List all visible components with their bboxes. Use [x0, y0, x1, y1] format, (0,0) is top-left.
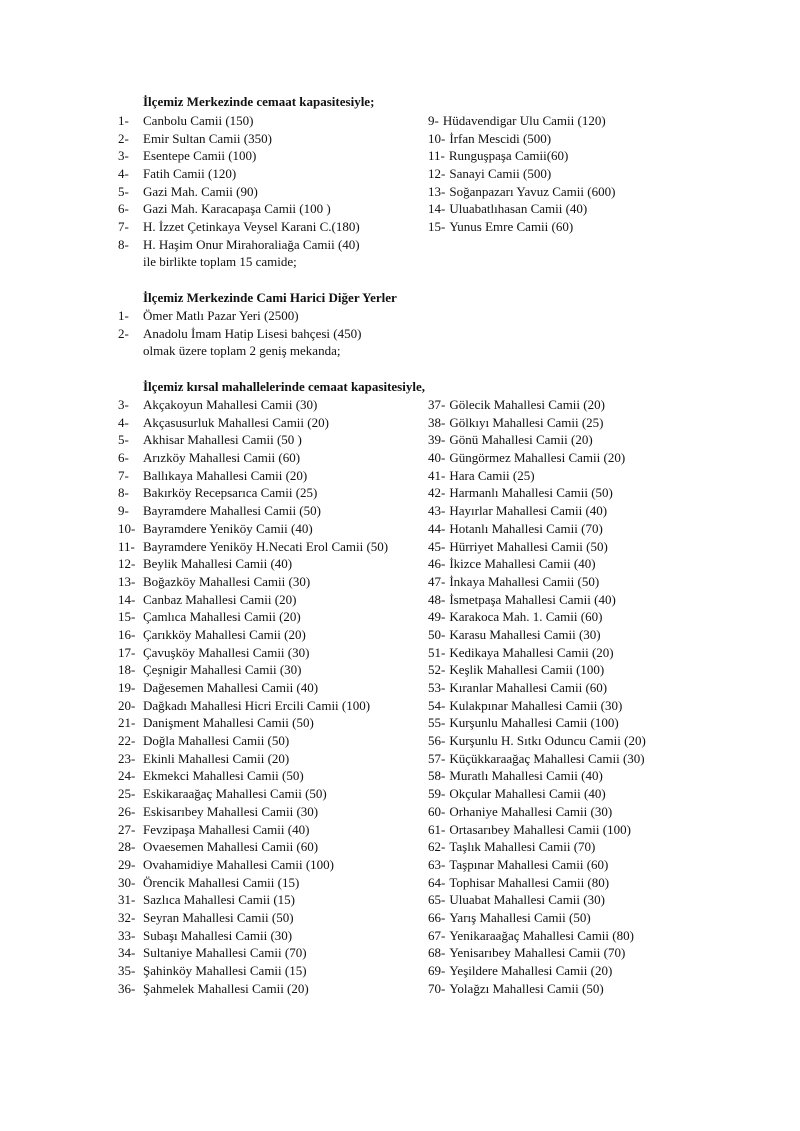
list-item-text: Yenikaraağaç Mahallesi Camii (80): [449, 927, 634, 943]
list-item-number: 32-: [118, 909, 136, 925]
list-item-number: 62-: [428, 839, 446, 855]
list-item-number: 52-: [428, 662, 446, 678]
list-item: [428, 714, 728, 732]
list-item-number: 22-: [118, 733, 136, 749]
list-item: [118, 307, 438, 325]
list-item: [428, 218, 728, 236]
list-item: [118, 538, 418, 556]
list-item-text: Bakırköy Recepsarıca Camii (25): [143, 485, 318, 501]
list-item: [118, 714, 418, 732]
list-item-number: 13-: [428, 183, 446, 199]
list-item-text: Anadolu İmam Hatip Lisesi bahçesi (450): [143, 325, 362, 341]
list-item-number: 11-: [118, 538, 135, 554]
list-item-number: 33-: [118, 927, 136, 943]
list-item-text: Uluabatlıhasan Camii (40): [449, 201, 588, 217]
list-item-number: 11-: [428, 148, 445, 164]
list-item: [428, 874, 728, 892]
list-item-text: Gölkıyı Mahallesi Camii (25): [449, 414, 604, 430]
list-item: [428, 183, 728, 201]
list-item-number: 2-: [118, 325, 129, 341]
list-item-number: 13-: [118, 573, 136, 589]
center-mosques-list-right: [428, 112, 728, 236]
list-item-text: Beylik Mahallesi Camii (40): [143, 556, 293, 572]
list-item-number: 9-: [118, 503, 129, 519]
list-item-text: Gönü Mahallesi Camii (20): [449, 432, 593, 448]
list-item: [428, 502, 728, 520]
list-item: [428, 538, 728, 556]
list-item: [118, 803, 418, 821]
list-item-text: İnkaya Mahallesi Camii (50): [449, 573, 600, 589]
list-item-text: Emir Sultan Camii (350): [143, 130, 272, 146]
list-item-number: 53-: [428, 680, 446, 695]
list-item-text: Dağesemen Mahallesi Camii (40): [143, 680, 319, 695]
list-item-text: Ekmekci Mahallesi Camii (50): [143, 768, 304, 784]
list-item-text: Örencik Mahallesi Camii (15): [143, 874, 300, 890]
list-item-text: Danişment Mahallesi Camii (50): [143, 715, 314, 731]
list-item-text: Sazlıca Mahallesi Camii (15): [143, 892, 295, 908]
list-item: [118, 856, 418, 874]
list-item-text: Çavuşköy Mahallesi Camii (30): [143, 644, 310, 660]
list-item: [428, 909, 728, 927]
list-item-text: Yenisarıbey Mahallesi Camii (70): [449, 945, 626, 961]
list-item-number: 70-: [428, 980, 446, 996]
other-places-list: [118, 307, 438, 342]
list-item: [118, 236, 418, 254]
list-item-text: Bayramdere Yeniköy H.Necati Erol Camii (50): [143, 538, 389, 554]
list-item-number: 31-: [118, 892, 136, 908]
list-item-text: Şahmelek Mahallesi Camii (20): [143, 980, 309, 996]
list-item-text: Ekinli Mahallesi Camii (20): [143, 750, 290, 766]
list-item-number: 56-: [428, 733, 446, 749]
list-item: [428, 147, 728, 165]
list-item: [428, 679, 728, 697]
list-item: [118, 909, 418, 927]
list-item: [428, 962, 728, 980]
list-item: [428, 732, 728, 750]
list-item: [118, 661, 418, 679]
list-item: [118, 484, 418, 502]
list-item-number: 28-: [118, 839, 136, 855]
list-item: [428, 661, 728, 679]
list-item: [428, 927, 728, 945]
list-item: [428, 414, 728, 432]
list-item: [118, 325, 438, 343]
list-item-number: 15-: [428, 219, 446, 235]
list-item-text: Akhisar Mahallesi Camii (50 ): [143, 432, 302, 448]
list-item-text: Sanayi Camii (500): [449, 166, 552, 182]
list-item: [118, 891, 418, 909]
list-item-text: H. Haşim Onur Mirahoraliağa Camii (40): [143, 236, 360, 252]
list-item: [118, 200, 418, 218]
list-item-text: Keşlik Mahallesi Camii (100): [449, 662, 605, 678]
list-item-text: Küçükkaraağaç Mahallesi Camii (30): [449, 750, 645, 766]
list-item-text: Tophisar Mahallesi Camii (80): [449, 874, 610, 890]
list-item-number: 8-: [118, 485, 129, 501]
list-item-number: 15-: [118, 609, 136, 625]
center-mosques-summary: ile birlikte toplam 15 camide;: [143, 254, 297, 269]
list-item-number: 35-: [118, 963, 136, 978]
list-item-text: Kulakpınar Mahallesi Camii (30): [449, 697, 623, 713]
list-item-text: Yolağzı Mahallesi Camii (50): [449, 980, 604, 996]
list-item-number: 4-: [118, 414, 129, 430]
list-item: [428, 449, 728, 467]
list-item-text: Şahinköy Mahallesi Camii (15): [143, 963, 307, 978]
list-item: [118, 980, 418, 998]
section-heading-rural-mosques: İlçemiz kırsal mahallelerinde cemaat kapasitesiyle,: [143, 379, 425, 394]
list-item-number: 23-: [118, 750, 136, 766]
list-item: [428, 396, 728, 414]
list-item: [428, 484, 728, 502]
list-item-number: 5-: [118, 432, 129, 448]
list-item-number: 2-: [118, 130, 129, 146]
list-item-text: Güngörmez Mahallesi Camii (20): [449, 450, 626, 466]
rural-mosques-list-right: [428, 396, 728, 997]
list-item-number: 50-: [428, 626, 446, 642]
list-item: [428, 785, 728, 803]
list-item-number: 55-: [428, 715, 446, 731]
list-item: [428, 573, 728, 591]
list-item-text: Çeşnigir Mahallesi Camii (30): [143, 662, 302, 678]
list-item: [428, 112, 728, 130]
list-item: [118, 750, 418, 768]
list-item: [428, 591, 728, 609]
list-item-number: 3-: [118, 397, 129, 412]
list-item-text: Boğazköy Mahallesi Camii (30): [143, 573, 311, 589]
list-item-number: 64-: [428, 874, 446, 890]
list-item-text: Çarıkköy Mahallesi Camii (20): [143, 626, 306, 642]
list-item-text: Eskikaraağaç Mahallesi Camii (50): [143, 786, 327, 802]
list-item-text: Ortasarıbey Mahallesi Camii (100): [449, 821, 631, 837]
list-item-text: Yeşildere Mahallesi Camii (20): [449, 963, 613, 978]
list-item: [428, 608, 728, 626]
list-item: [118, 467, 418, 485]
list-item-text: Seyran Mahallesi Camii (50): [143, 909, 294, 925]
list-item: [118, 944, 418, 962]
list-item-number: 60-: [428, 803, 446, 819]
list-item-text: Hayırlar Mahallesi Camii (40): [449, 503, 608, 519]
list-item-text: Harmanlı Mahallesi Camii (50): [449, 485, 613, 501]
list-item-text: Sultaniye Mahallesi Camii (70): [143, 945, 307, 961]
list-item: [118, 626, 418, 644]
list-item: [118, 165, 418, 183]
list-item: [118, 838, 418, 856]
list-item-number: 27-: [118, 821, 136, 837]
list-item: [118, 431, 418, 449]
other-places-summary: olmak üzere toplam 2 geniş mekanda;: [143, 343, 341, 358]
list-item: [118, 112, 418, 130]
list-item-text: Dağkadı Mahallesi Hicri Ercili Camii (100): [143, 697, 371, 713]
list-item-number: 1-: [118, 113, 129, 128]
list-item-text: Ballıkaya Mahallesi Camii (20): [143, 467, 308, 483]
list-item-text: Yunus Emre Camii (60): [449, 219, 574, 235]
list-item-text: Subaşı Mahallesi Camii (30): [143, 927, 293, 943]
list-item-number: 20-: [118, 697, 136, 713]
list-item-text: Taşlık Mahallesi Camii (70): [449, 839, 596, 855]
list-item: [118, 785, 418, 803]
list-item-number: 41-: [428, 467, 446, 483]
list-item: [428, 944, 728, 962]
list-item: [118, 697, 418, 715]
list-item: [118, 555, 418, 573]
list-item-number: 29-: [118, 856, 136, 872]
list-item: [428, 644, 728, 662]
list-item: [428, 697, 728, 715]
list-item-number: 48-: [428, 591, 446, 607]
list-item-text: Kurşunlu H. Sıtkı Oduncu Camii (20): [449, 733, 646, 749]
list-item-text: Fevzipaşa Mahallesi Camii (40): [143, 821, 310, 837]
list-item: [428, 165, 728, 183]
list-item-text: Esentepe Camii (100): [143, 148, 257, 164]
list-item-number: 17-: [118, 644, 136, 660]
list-item: [118, 644, 418, 662]
list-item-number: 36-: [118, 980, 136, 996]
list-item-number: 54-: [428, 697, 446, 713]
list-item-number: 63-: [428, 856, 446, 872]
list-item-text: Gazi Mah. Camii (90): [143, 183, 258, 199]
list-item-number: 7-: [118, 467, 129, 483]
list-item-number: 14-: [428, 201, 446, 217]
list-item: [118, 962, 418, 980]
list-item-text: İsmetpaşa Mahallesi Camii (40): [449, 591, 616, 607]
list-item-text: Hara Camii (25): [449, 467, 535, 483]
list-item-number: 9-: [428, 113, 439, 128]
list-item-number: 45-: [428, 538, 446, 554]
list-item-text: Karakoca Mah. 1. Camii (60): [449, 609, 603, 625]
list-item-text: Yarış Mahallesi Camii (50): [449, 909, 591, 925]
section-heading-center-mosques: İlçemiz Merkezinde cemaat kapasitesiyle;: [143, 94, 375, 109]
list-item: [118, 679, 418, 697]
list-item-text: H. İzzet Çetinkaya Veysel Karani C.(180): [143, 219, 360, 235]
list-item-text: Canbolu Camii (150): [143, 113, 254, 128]
list-item-text: Ömer Matlı Pazar Yeri (2500): [143, 308, 299, 323]
list-item-number: 61-: [428, 821, 446, 837]
list-item: [118, 608, 418, 626]
list-item-number: 5-: [118, 183, 129, 199]
center-mosques-list-left: [118, 112, 418, 254]
list-item-number: 6-: [118, 201, 129, 217]
list-item-number: 24-: [118, 768, 136, 784]
list-item-number: 19-: [118, 680, 136, 695]
list-item-text: Ovahamidiye Mahallesi Camii (100): [143, 856, 334, 872]
list-item-text: Gazi Mah. Karacapaşa Camii (100 ): [143, 201, 331, 217]
list-item-number: 69-: [428, 963, 446, 978]
list-item: [118, 414, 418, 432]
list-item-number: 10-: [428, 130, 446, 146]
list-item-number: 21-: [118, 715, 136, 731]
list-item: [118, 130, 418, 148]
list-item-number: 40-: [428, 450, 446, 466]
section-heading-other-places: İlçemiz Merkezinde Cami Harici Diğer Yerler: [143, 290, 397, 305]
list-item-text: Çamlıca Mahallesi Camii (20): [143, 609, 301, 625]
list-item-number: 47-: [428, 573, 446, 589]
list-item-text: Fatih Camii (120): [143, 166, 237, 182]
list-item-number: 12-: [118, 556, 136, 572]
list-item: [428, 821, 728, 839]
list-item-number: 39-: [428, 432, 446, 448]
list-item: [428, 431, 728, 449]
list-item: [428, 891, 728, 909]
list-item-text: Uluabat Mahallesi Camii (30): [449, 892, 605, 908]
list-item-number: 51-: [428, 644, 446, 660]
list-item-number: 30-: [118, 874, 136, 890]
list-item: [118, 732, 418, 750]
list-item: [428, 555, 728, 573]
list-item: [428, 767, 728, 785]
list-item-text: Hüdavendigar Ulu Camii (120): [442, 113, 606, 128]
list-item: [118, 449, 418, 467]
list-item-number: 18-: [118, 662, 136, 678]
list-item-number: 44-: [428, 520, 446, 536]
list-item-number: 49-: [428, 609, 446, 625]
list-item-text: Gölecik Mahallesi Camii (20): [449, 397, 605, 412]
list-item-number: 67-: [428, 927, 446, 943]
list-item-text: İrfan Mescidi (500): [449, 130, 552, 146]
rural-mosques-list-left: [118, 396, 418, 997]
list-item-number: 59-: [428, 786, 446, 802]
list-item-text: Arızköy Mahallesi Camii (60): [143, 450, 301, 466]
list-item-text: İkizce Mahallesi Camii (40): [449, 556, 596, 572]
list-item: [118, 218, 418, 236]
list-item-text: Kedikaya Mahallesi Camii (20): [449, 644, 614, 660]
list-item-text: Muratlı Mahallesi Camii (40): [449, 768, 603, 784]
list-item: [118, 183, 418, 201]
list-item-number: 1-: [118, 308, 129, 323]
list-item: [428, 520, 728, 538]
list-item-number: 7-: [118, 219, 129, 235]
list-item-number: 8-: [118, 236, 129, 252]
list-item-number: 68-: [428, 945, 446, 961]
list-item: [118, 927, 418, 945]
list-item-text: Orhaniye Mahallesi Camii (30): [449, 803, 613, 819]
list-item-number: 58-: [428, 768, 446, 784]
list-item: [428, 626, 728, 644]
list-item: [118, 396, 418, 414]
list-item-text: Karasu Mahallesi Camii (30): [449, 626, 601, 642]
list-item: [118, 821, 418, 839]
list-item-number: 34-: [118, 945, 136, 961]
list-item-text: Kıranlar Mahallesi Camii (60): [449, 680, 608, 695]
list-item: [428, 838, 728, 856]
list-item-text: Bayramdere Mahallesi Camii (50): [143, 503, 321, 519]
list-item-text: Akçasusurluk Mahallesi Camii (20): [143, 414, 329, 430]
list-item-number: 42-: [428, 485, 446, 501]
list-item: [118, 502, 418, 520]
list-item-number: 6-: [118, 450, 129, 466]
list-item: [428, 200, 728, 218]
list-item-text: Runguşpaşa Camii(60): [448, 148, 569, 164]
list-item-text: Taşpınar Mahallesi Camii (60): [449, 856, 609, 872]
list-item: [428, 750, 728, 768]
list-item-number: 46-: [428, 556, 446, 572]
list-item-text: Hotanlı Mahallesi Camii (70): [449, 520, 603, 536]
list-item-number: 3-: [118, 148, 129, 164]
list-item-number: 43-: [428, 503, 446, 519]
list-item: [118, 767, 418, 785]
list-item-text: Doğla Mahallesi Camii (50): [143, 733, 290, 749]
list-item-number: 38-: [428, 414, 446, 430]
list-item-text: Bayramdere Yeniköy Camii (40): [143, 520, 313, 536]
list-item-number: 25-: [118, 786, 136, 802]
list-item-number: 16-: [118, 626, 136, 642]
list-item-text: Eskisarıbey Mahallesi Camii (30): [143, 803, 319, 819]
list-item-text: Kurşunlu Mahallesi Camii (100): [449, 715, 619, 731]
list-item: [118, 874, 418, 892]
list-item-number: 10-: [118, 520, 136, 536]
list-item-number: 57-: [428, 750, 446, 766]
list-item-number: 4-: [118, 166, 129, 182]
list-item: [118, 573, 418, 591]
list-item-text: Hürriyet Mahallesi Camii (50): [449, 538, 608, 554]
list-item-text: Okçular Mahallesi Camii (40): [449, 786, 606, 802]
list-item: [118, 520, 418, 538]
list-item-number: 26-: [118, 803, 136, 819]
list-item-number: 65-: [428, 892, 446, 908]
list-item: [428, 467, 728, 485]
list-item-number: 37-: [428, 397, 446, 412]
list-item: [118, 591, 418, 609]
list-item-number: 66-: [428, 909, 446, 925]
list-item: [428, 130, 728, 148]
list-item-text: Akçakoyun Mahallesi Camii (30): [143, 397, 318, 412]
list-item: [428, 803, 728, 821]
list-item-number: 14-: [118, 591, 136, 607]
list-item-text: Soğanpazarı Yavuz Camii (600): [449, 183, 616, 199]
list-item-text: Ovaesemen Mahallesi Camii (60): [143, 839, 319, 855]
list-item: [428, 980, 728, 998]
list-item-text: Canbaz Mahallesi Camii (20): [143, 591, 297, 607]
list-item: [428, 856, 728, 874]
list-item-number: 12-: [428, 166, 446, 182]
list-item: [118, 147, 418, 165]
